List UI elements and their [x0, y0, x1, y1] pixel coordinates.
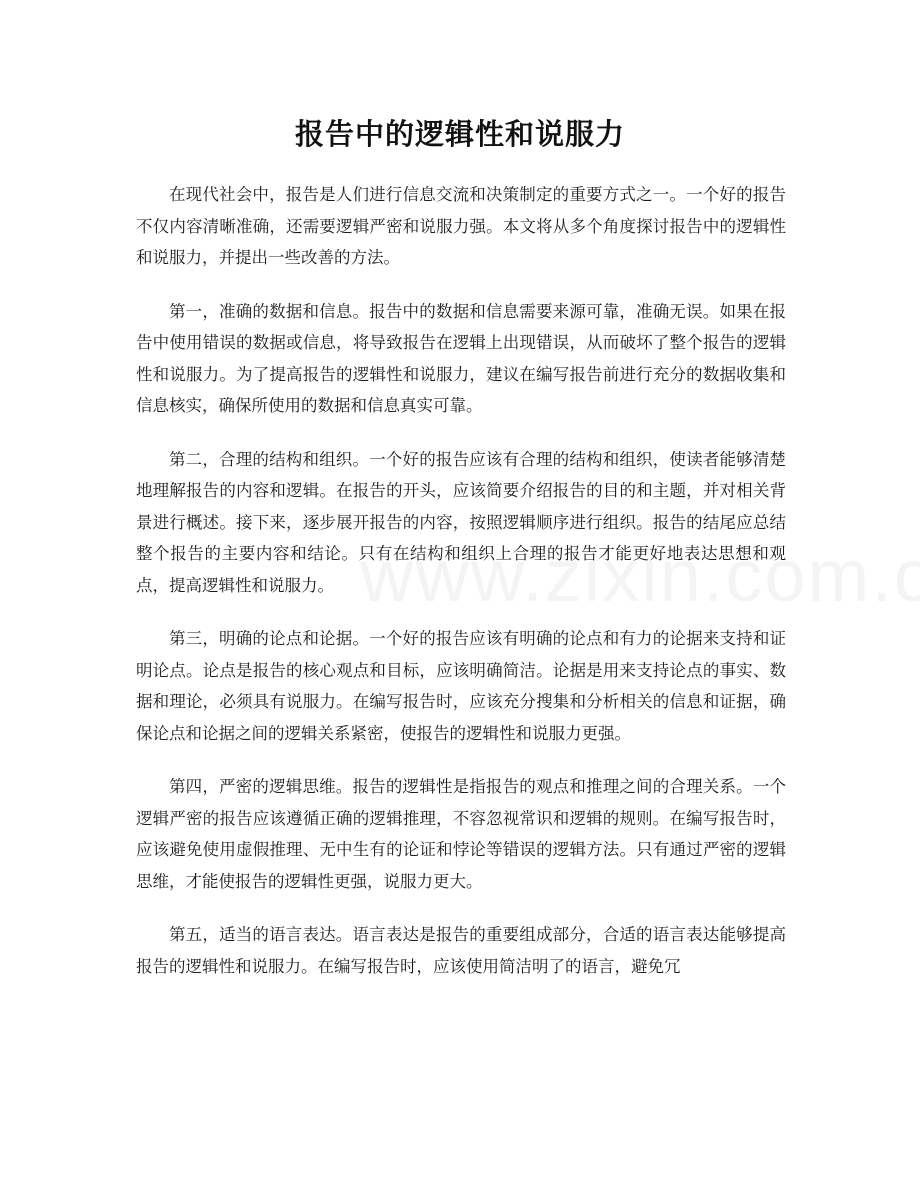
document-body: [136, 179, 786, 1004]
document-title: 报告中的逻辑性和说服力: [294, 117, 625, 151]
paragraph-point-1: 第一，准确的数据和信息。报告中的数据和信息需要来源可靠，准确无误。如果在报告中使用错误的数据或信息，将导致报告在逻辑上出现错误，从而破坏了整个报告的逻辑性和说服力。为了提高报告的逻辑性和说服力，建议在编写报告前进行充分的数据收集和信息核实，确保所使用的数据和信息真实可靠。: [136, 301, 786, 415]
paragraph-point-4: 第四，严密的逻辑思维。报告的逻辑性是指报告的观点和推理之间的合理关系。一个逻辑严密的报告应该遵循正确的逻辑推理，不容忽视常识和逻辑的规则。在编写报告时，应该避免使用虚假推理、无中生有的论证和悖论等错误的逻辑方法。只有通过严密的逻辑思维，才能使报告的逻辑性更强，说服力更大。: [136, 777, 786, 891]
paragraph-intro: 在现代社会中，报告是人们进行信息交流和决策制定的重要方式之一。一个好的报告不仅内容清晰准确，还需要逻辑严密和说服力强。本文将从多个角度探讨报告中的逻辑性和说服力，并提出一些改善的方法。: [136, 185, 786, 267]
paragraph-point-2: 第二，合理的结构和组织。一个好的报告应该有合理的结构和组织，使读者能够清楚地理解报告的内容和逻辑。在报告的开头，应该简要介绍报告的目的和主题，并对相关背景进行概述。接下来，逐步展开报告的内容，按照逻辑顺序进行组织。报告的结尾应总结整个报告的主要内容和结论。只有在结构和组织上合理的报告才能更好地表达思想和观点，提高逻辑性和说服力。: [136, 449, 786, 595]
paragraph-point-3: 第三，明确的论点和论据。一个好的报告应该有明确的论点和有力的论据来支持和证明论点。论点是报告的核心观点和目标，应该明确简洁。论据是用来支持论点的事实、数据和理论，必须具有说服力。在编写报告时，应该充分搜集和分析相关的信息和证据，确保论点和论据之间的逻辑关系紧密，使报告的逻辑性和说服力更强。: [136, 629, 786, 743]
paragraph-point-5: 第五，适当的语言表达。语言表达是报告的重要组成部分，合适的语言表达能够提高报告的逻辑性和说服力。在编写报告时，应该使用简洁明了的语言，避免冗: [136, 925, 786, 976]
